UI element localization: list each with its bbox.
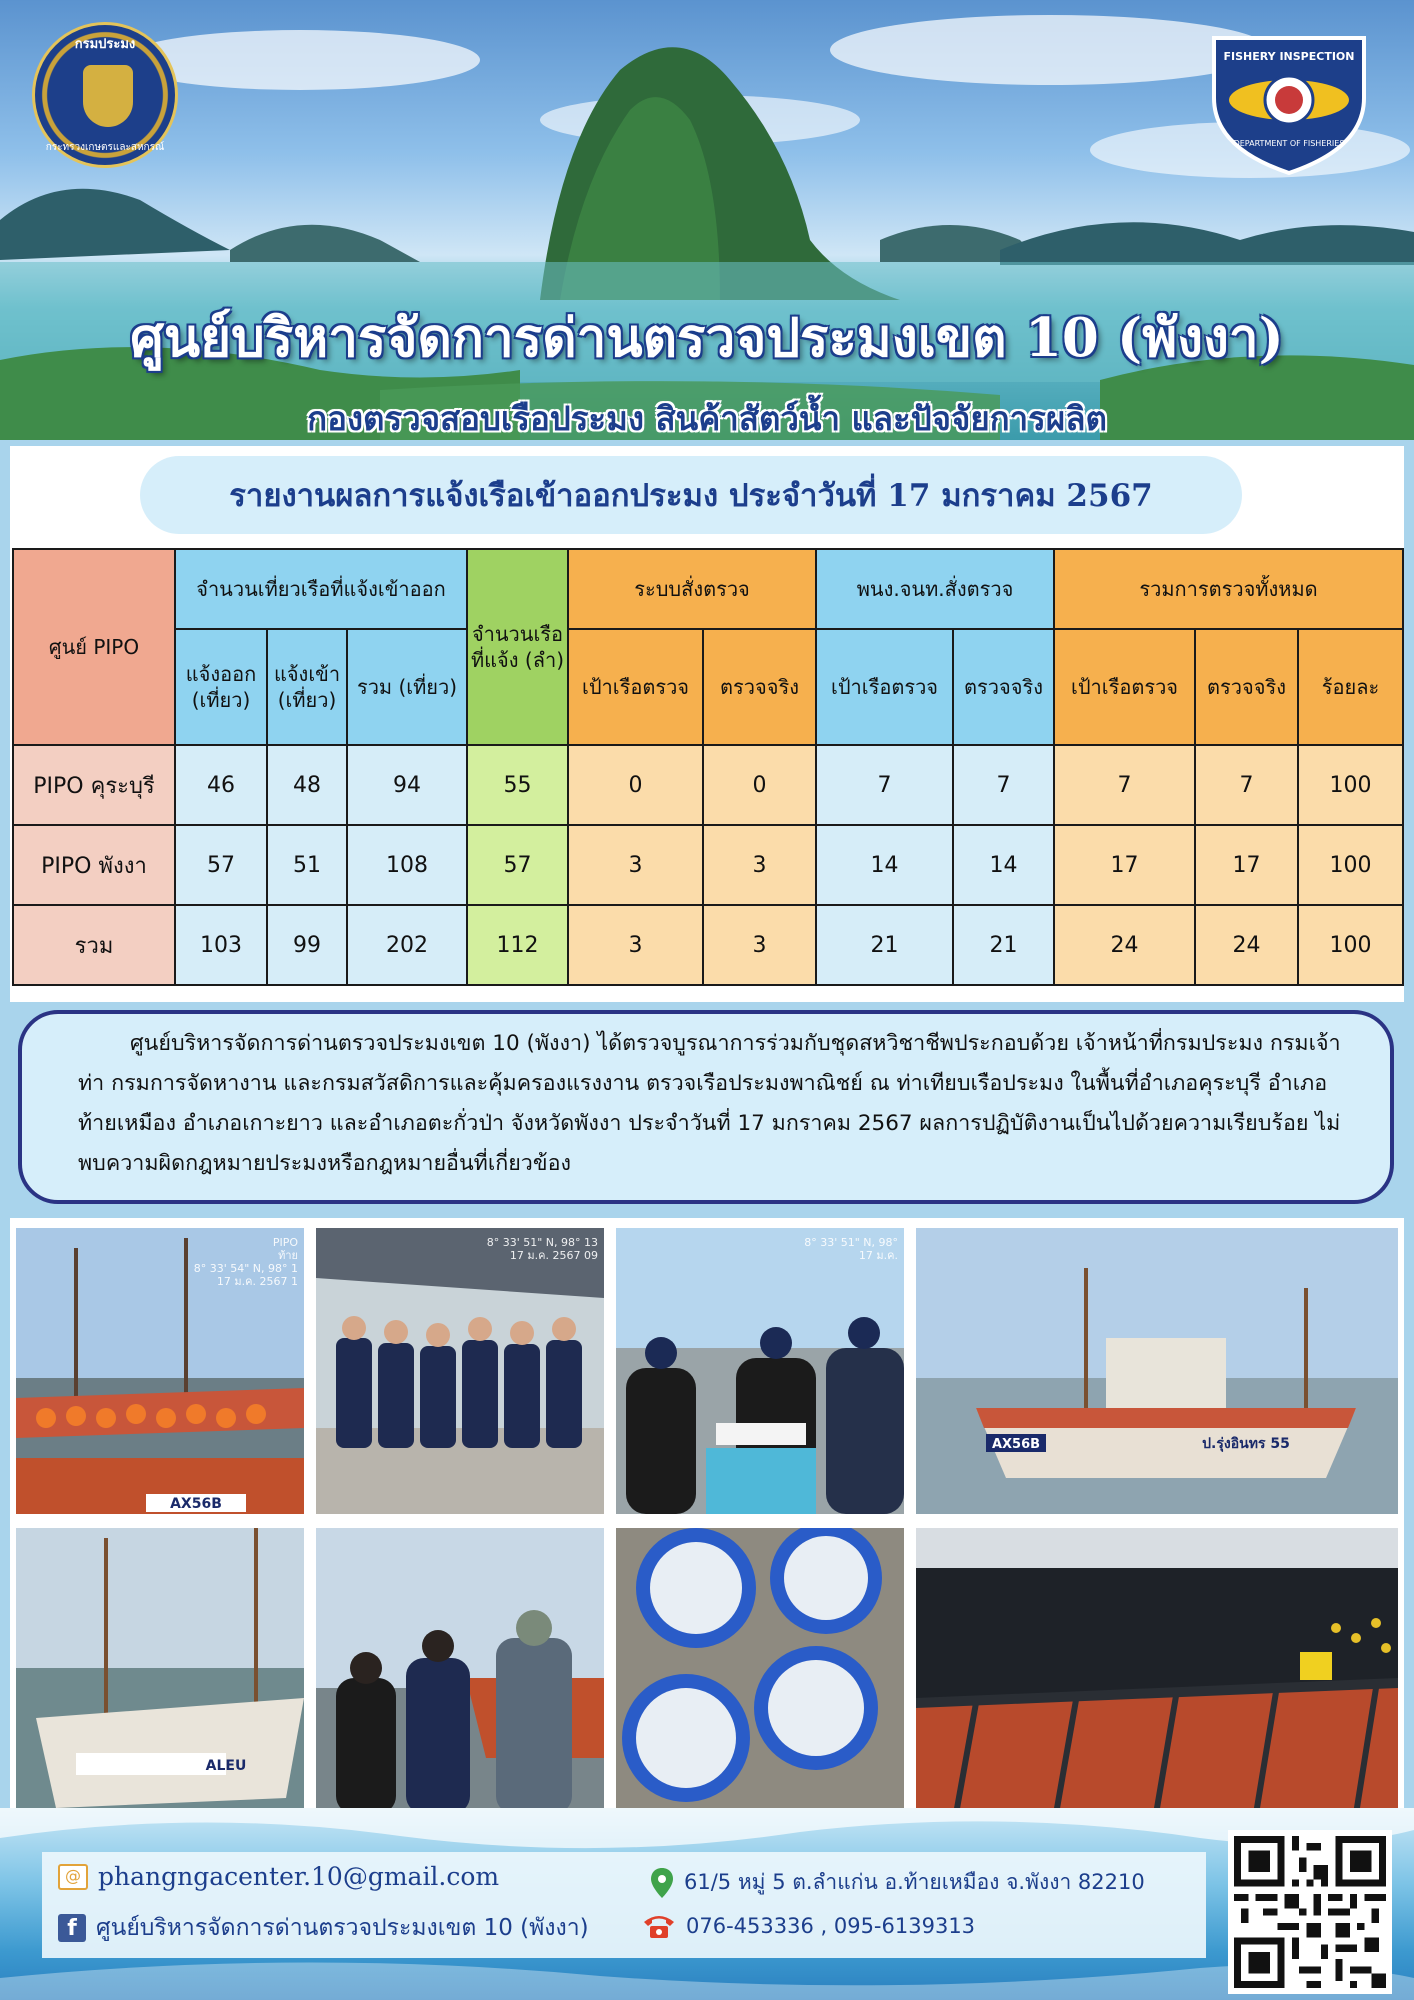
contact-box <box>42 1852 1206 1958</box>
cell-officer-actual: 14 <box>953 825 1054 905</box>
facebook-icon: f <box>58 1914 86 1942</box>
cell-trips-in: 51 <box>267 825 347 905</box>
photo-document-inspection <box>616 1228 904 1514</box>
cell-percent: 100 <box>1298 905 1403 985</box>
header-system-actual: ตรวจจริง <box>703 629 816 745</box>
photo-stamp: PIPO ท้าย 8° 33' 54" N, 98° 1 17 ม.ค. 2567 1 <box>193 1236 298 1288</box>
report-table <box>12 548 1404 986</box>
cell-boats: 57 <box>467 825 568 905</box>
cell-system-actual: 0 <box>703 745 816 825</box>
cell-percent: 100 <box>1298 825 1403 905</box>
department-of-fisheries-seal <box>32 22 178 168</box>
phone-item[interactable] <box>642 1912 975 1940</box>
email-item[interactable] <box>58 1862 499 1891</box>
report-panel <box>10 446 1404 1002</box>
cell-officer-actual: 7 <box>953 745 1054 825</box>
photo-stamp: 8° 33' 51" N, 98° 17 ม.ค. <box>804 1236 898 1262</box>
table-row <box>13 745 1403 825</box>
header-trips-group: จำนวนเที่ยวเรือที่แจ้งเข้าออก <box>175 549 467 629</box>
header-officer-group: พนง.จนท.สั่งตรวจ <box>816 549 1054 629</box>
photo-fishing-boat <box>916 1228 1398 1514</box>
header-boats: จำนวนเรือที่แจ้ง (ลำ) <box>467 549 568 745</box>
svg-text:DEPARTMENT OF FISHERIES: DEPARTMENT OF FISHERIES <box>1233 139 1345 148</box>
header-system-target: เป้าเรือตรวจ <box>568 629 703 745</box>
phone-icon <box>642 1912 676 1940</box>
address-text: 61/5 หมู่ 5 ต.ลำแก่น อ.ท้ายเหมือง จ.พังงา 82210 <box>684 1870 1145 1894</box>
cell-total-target: 17 <box>1054 825 1195 905</box>
table-row-total <box>13 905 1403 985</box>
header-center: ศูนย์ PIPO <box>13 549 175 745</box>
photo-stamp: 8° 33' 51" N, 98° 13 17 ม.ค. 2567 09 <box>486 1236 598 1262</box>
seal-bottom-text: กระทรวงเกษตรและสหกรณ์ <box>45 142 165 153</box>
header-officer-target: เป้าเรือตรวจ <box>816 629 953 745</box>
cell-system-target: 3 <box>568 905 703 985</box>
cell-officer-actual: 21 <box>953 905 1054 985</box>
cell-system-target: 0 <box>568 745 703 825</box>
page-title: ศูนย์บริหารจัดการด่านตรวจประมงเขต 10 (พังงา) <box>130 307 1284 369</box>
email-text[interactable]: phangngacenter.10@gmail.com <box>98 1862 500 1891</box>
cell-trips-out: 57 <box>175 825 267 905</box>
operation-statement: ศูนย์บริหารจัดการด่านตรวจประมงเขต 10 (พังงา) ได้ตรวจบูรณาการร่วมกับชุดสหวิชาชีพประกอบด้วย เจ้าหน้าที่กรมประมง กรมเจ้าท่า กรมการจัดหางาน และกรมสวัสดิการและคุ้มครองแรงงาน ตรวจเรือประมงพาณิชย์ ณ ท่าเทียบเรือประมง ในพื้นที่อำเภอคุระบุรี อำเภอท้ายเหมือง อำเภอเกาะยาว และอำเภอตะกั่วป่า จังหวัดพังงา ประจำวันที่ 17 มกราคม 2567 ผลการปฏิบัติงานเป็นไปด้วยความเรียบร้อย ไม่พบความผิดกฎหมายประมงหรือกฎหมายอื่นที่เกี่ยวข้อง <box>18 1010 1394 1204</box>
phone-text[interactable]: 076-453336 , 095-6139313 <box>686 1914 976 1938</box>
svg-text:AX56B: AX56B <box>170 1496 222 1512</box>
cell-trips-total: 94 <box>347 745 467 825</box>
cell-officer-target: 14 <box>816 825 953 905</box>
svg-text:ALEU: ALEU <box>205 1758 247 1774</box>
facebook-item[interactable] <box>58 1910 589 1946</box>
cell-percent: 100 <box>1298 745 1403 825</box>
photo-boat-hull <box>16 1528 304 1814</box>
svg-text:FISHERY INSPECTION: FISHERY INSPECTION <box>1223 50 1355 63</box>
cell-center: PIPO พังงา <box>13 825 175 905</box>
facebook-text[interactable]: ศูนย์บริหารจัดการด่านตรวจประมงเขต 10 (พังงา) <box>96 1915 589 1941</box>
header-trips-out: แจ้งออก (เที่ยว) <box>175 629 267 745</box>
cell-total-actual: 7 <box>1195 745 1298 825</box>
cell-trips-total: 202 <box>347 905 467 985</box>
header-total-target: เป้าเรือตรวจ <box>1054 629 1195 745</box>
photo-fishing-net <box>916 1528 1398 1814</box>
photo-team-group <box>316 1228 604 1514</box>
cell-officer-target: 7 <box>816 745 953 825</box>
cell-boats: 112 <box>467 905 568 985</box>
header-officer-actual: ตรวจจริง <box>953 629 1054 745</box>
svg-text:ป.รุ่งอินทร 55: ป.รุ่งอินทร 55 <box>1202 1436 1290 1452</box>
table-row <box>13 825 1403 905</box>
photo-officers-at-pier <box>316 1528 604 1814</box>
address-item <box>650 1866 1145 1899</box>
cell-officer-target: 21 <box>816 905 953 985</box>
cell-trips-in: 99 <box>267 905 347 985</box>
header-total-actual: ตรวจจริง <box>1195 629 1298 745</box>
cell-trips-total: 108 <box>347 825 467 905</box>
header-total-group: รวมการตรวจทั้งหมด <box>1054 549 1403 629</box>
header-banner <box>0 0 1414 440</box>
cell-boats: 55 <box>467 745 568 825</box>
header-system-group: ระบบสั่งตรวจ <box>568 549 816 629</box>
photo-grid <box>10 1218 1404 1820</box>
fishery-inspection-badge <box>1204 28 1374 178</box>
cell-trips-out: 103 <box>175 905 267 985</box>
footer <box>0 1808 1414 2000</box>
email-icon: @ <box>58 1864 88 1890</box>
cell-total-actual: 17 <box>1195 825 1298 905</box>
cell-center: PIPO คุระบุรี <box>13 745 175 825</box>
page-subtitle: กองตรวจสอบเรือประมง สินค้าสัตว์น้ำ และปัจจัยการผลิต <box>307 399 1107 438</box>
cell-center: รวม <box>13 905 175 985</box>
photo-boat-crew <box>16 1228 304 1514</box>
cell-total-target: 24 <box>1054 905 1195 985</box>
cell-total-actual: 24 <box>1195 905 1298 985</box>
cell-system-target: 3 <box>568 825 703 905</box>
cell-trips-in: 48 <box>267 745 347 825</box>
photo-ice-buckets <box>616 1528 904 1814</box>
location-pin-icon <box>650 1868 674 1898</box>
cell-trips-out: 46 <box>175 745 267 825</box>
header-trips-total: รวม (เที่ยว) <box>347 629 467 745</box>
svg-text:AX56B: AX56B <box>991 1437 1041 1452</box>
cell-system-actual: 3 <box>703 905 816 985</box>
cell-total-target: 7 <box>1054 745 1195 825</box>
report-title: รายงานผลการแจ้งเรือเข้าออกประมง ประจำวันที่ 17 มกราคม 2567 <box>140 456 1242 534</box>
header-percent: ร้อยละ <box>1298 629 1403 745</box>
qr-code[interactable] <box>1228 1830 1392 1994</box>
header-trips-in: แจ้งเข้า (เที่ยว) <box>267 629 347 745</box>
seal-emblem-icon <box>83 65 133 127</box>
seal-top-text: กรมประมง <box>74 37 136 52</box>
cell-system-actual: 3 <box>703 825 816 905</box>
